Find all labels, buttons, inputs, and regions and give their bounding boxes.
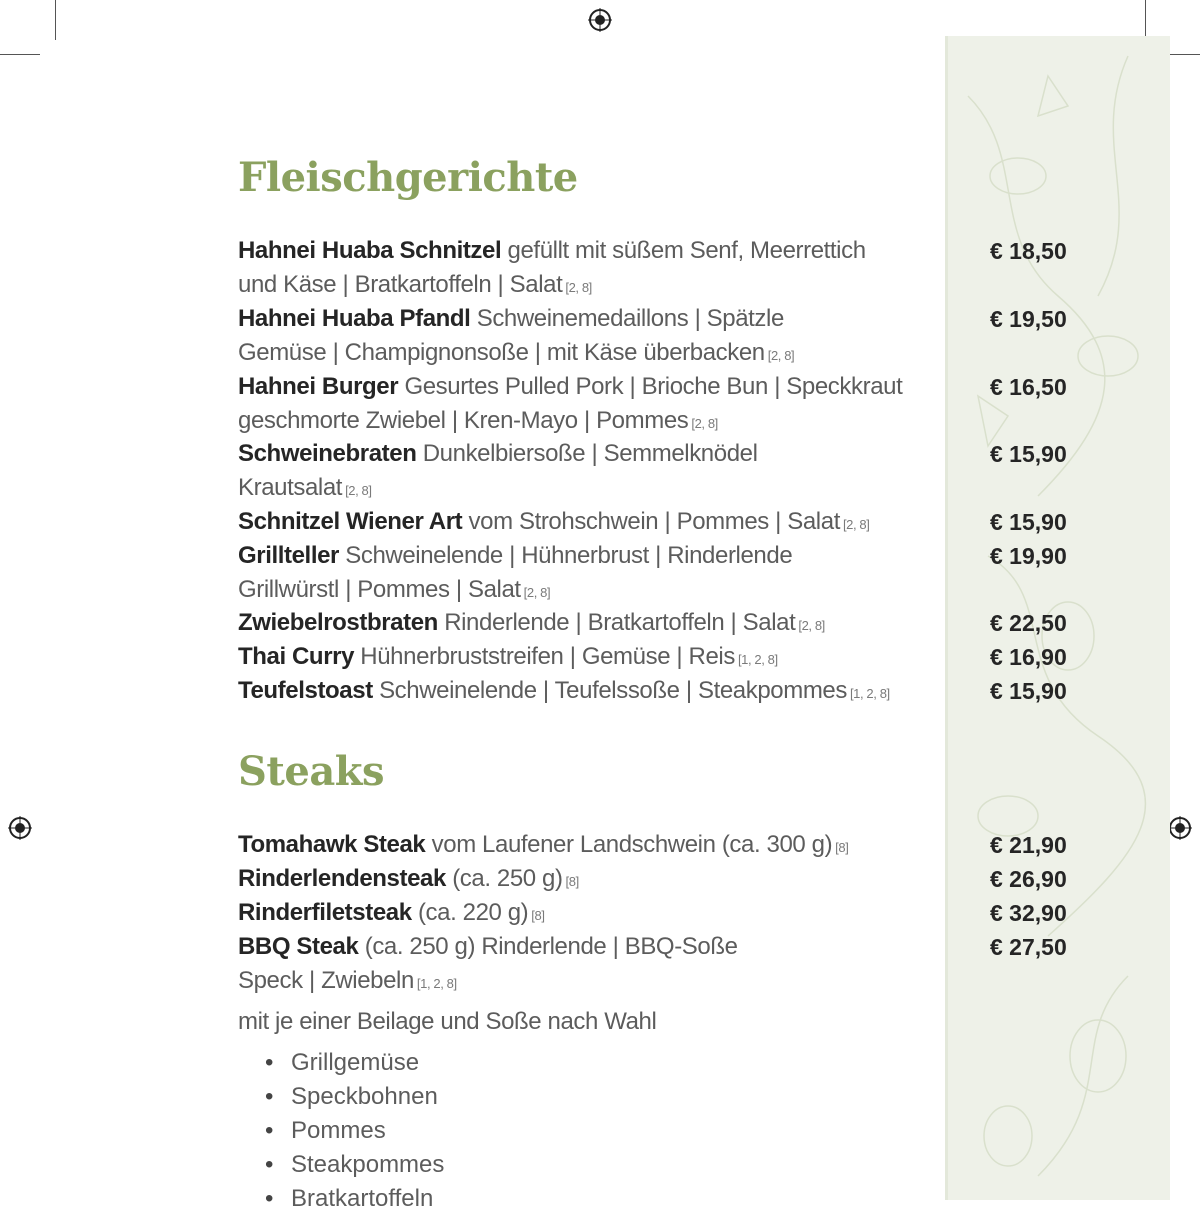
dish-name: Teufelstoast [238, 677, 373, 704]
dish-price: € 32,90 [990, 900, 1067, 926]
menu-item [238, 674, 918, 711]
dish-price: € 15,90 [990, 509, 1067, 535]
allergen-codes: [2, 8] [767, 348, 795, 363]
dish-description: vom Strohschwein | Pommes | Salat [462, 508, 840, 535]
dish-price: € 19,90 [990, 543, 1067, 569]
side-dish-list [265, 1046, 444, 1216]
menu-item [238, 828, 918, 865]
dish-name: Thai Curry [238, 643, 355, 670]
menu-item [238, 930, 918, 1001]
dish-price: € 22,50 [990, 610, 1067, 636]
allergen-codes: [1, 2, 8] [849, 686, 890, 701]
side-dish-label: Steakpommes [291, 1151, 445, 1178]
dish-price: € 15,90 [990, 678, 1067, 704]
menu-item [238, 234, 918, 305]
menu-item [238, 539, 918, 610]
dish-description: gefüllt mit süßem Senf, Meerrettich [501, 237, 866, 264]
menu-item [238, 302, 918, 373]
allergen-codes: [2, 8] [565, 280, 592, 295]
list-item [265, 1046, 444, 1080]
menu-item [238, 370, 918, 441]
bullet-icon: • [265, 1117, 274, 1144]
menu-item [238, 640, 918, 677]
dish-name: Tomahawk Steak [238, 831, 426, 858]
bullet-icon: • [265, 1083, 274, 1110]
side-dish-label: Speckbohnen [291, 1083, 438, 1110]
side-dish-note: mit je einer Beilage und Soße nach Wahl [238, 1008, 657, 1035]
allergen-codes: [1, 2, 8] [416, 976, 457, 991]
menu-item [238, 896, 918, 933]
dish-name: Hahnei Huaba Pfandl [238, 305, 471, 332]
allergen-codes: [2, 8] [842, 517, 870, 532]
side-dish-label: Pommes [291, 1117, 386, 1144]
dish-name: BBQ Steak [238, 933, 359, 960]
allergen-codes: [8] [835, 840, 849, 855]
allergen-codes: [2, 8] [798, 618, 825, 633]
bullet-icon: • [265, 1049, 274, 1076]
dish-name: Schweinebraten [238, 440, 417, 467]
dish-name: Hahnei Huaba Schnitzel [238, 237, 502, 264]
dish-name: Schnitzel Wiener Art [238, 508, 463, 535]
registration-mark-icon [1168, 816, 1192, 840]
allergen-codes: [8] [531, 908, 545, 923]
menu-item [238, 606, 918, 643]
allergen-codes: [8] [565, 874, 579, 889]
dish-description: Gemüse | Champignonsoße | mit Käse überbacken [238, 339, 765, 366]
dish-price: € 16,50 [990, 374, 1067, 400]
dish-description: (ca. 220 g) [411, 899, 529, 926]
dish-description: Grillwürstl | Pommes | Salat [238, 576, 521, 603]
bullet-icon: • [265, 1185, 274, 1212]
allergen-codes: [2, 8] [691, 416, 718, 431]
allergen-codes: [2, 8] [345, 483, 372, 498]
section-title-steaks: Steaks [238, 748, 384, 795]
dish-price: € 15,90 [990, 441, 1067, 467]
dish-description: (ca. 250 g) Rinderlende | BBQ-Soße [358, 933, 738, 960]
dish-description: Dunkelbiersoße | Semmelknödel [416, 440, 758, 467]
dish-price: € 26,90 [990, 866, 1067, 892]
side-dish-label: Grillgemüse [291, 1049, 420, 1076]
dish-description: (ca. 250 g) [445, 865, 563, 892]
list-item [265, 1182, 444, 1216]
dish-description: geschmorte Zwiebel | Kren-Mayo | Pommes [238, 407, 689, 434]
dish-description: Schweinelende | Hühnerbrust | Rinderlende [338, 542, 793, 569]
menu-item [238, 505, 918, 542]
dish-price: € 18,50 [990, 238, 1067, 264]
dish-description: Krautsalat [238, 474, 343, 501]
side-dish-label: Bratkartoffeln [291, 1185, 434, 1212]
dish-description: vom Laufener Landschwein (ca. 300 g) [425, 831, 833, 858]
dish-description: Gesurtes Pulled Pork | Brioche Bun | Speckkraut [398, 373, 903, 400]
list-item [265, 1080, 444, 1114]
dish-name: Zwiebelrostbraten [238, 609, 438, 636]
dish-name: Rinderlendensteak [238, 865, 446, 892]
dish-description: Schweinemedaillons | Spätzle [470, 305, 784, 332]
dish-name: Hahnei Burger [238, 373, 399, 400]
dish-description: Rinderlende | Bratkartoffeln | Salat [437, 609, 796, 636]
dish-description: Schweinelende | Teufelssoße | Steakpommes [372, 677, 847, 704]
allergen-codes: [1, 2, 8] [737, 652, 778, 667]
list-item [265, 1114, 444, 1148]
menu-item [238, 437, 918, 508]
registration-mark-icon [8, 816, 32, 840]
crop-mark [55, 0, 56, 40]
dish-description: Hühnerbruststreifen | Gemüse | Reis [354, 643, 735, 670]
dish-description: und Käse | Bratkartoffeln | Salat [238, 271, 563, 298]
dish-price: € 16,90 [990, 644, 1067, 670]
crop-mark [1145, 0, 1146, 40]
crop-mark [0, 54, 40, 55]
dish-name: Grillteller [238, 542, 339, 569]
dish-price: € 27,50 [990, 934, 1067, 960]
section-title-fleischgerichte: Fleischgerichte [238, 154, 578, 201]
list-item [265, 1148, 444, 1182]
dish-description: Speck | Zwiebeln [238, 967, 414, 994]
allergen-codes: [2, 8] [523, 585, 551, 600]
registration-mark-icon [588, 8, 612, 32]
menu-item [238, 862, 918, 899]
dish-price: € 21,90 [990, 832, 1067, 858]
dish-price: € 19,50 [990, 306, 1067, 332]
dish-name: Rinderfiletsteak [238, 899, 412, 926]
bullet-icon: • [265, 1151, 274, 1178]
